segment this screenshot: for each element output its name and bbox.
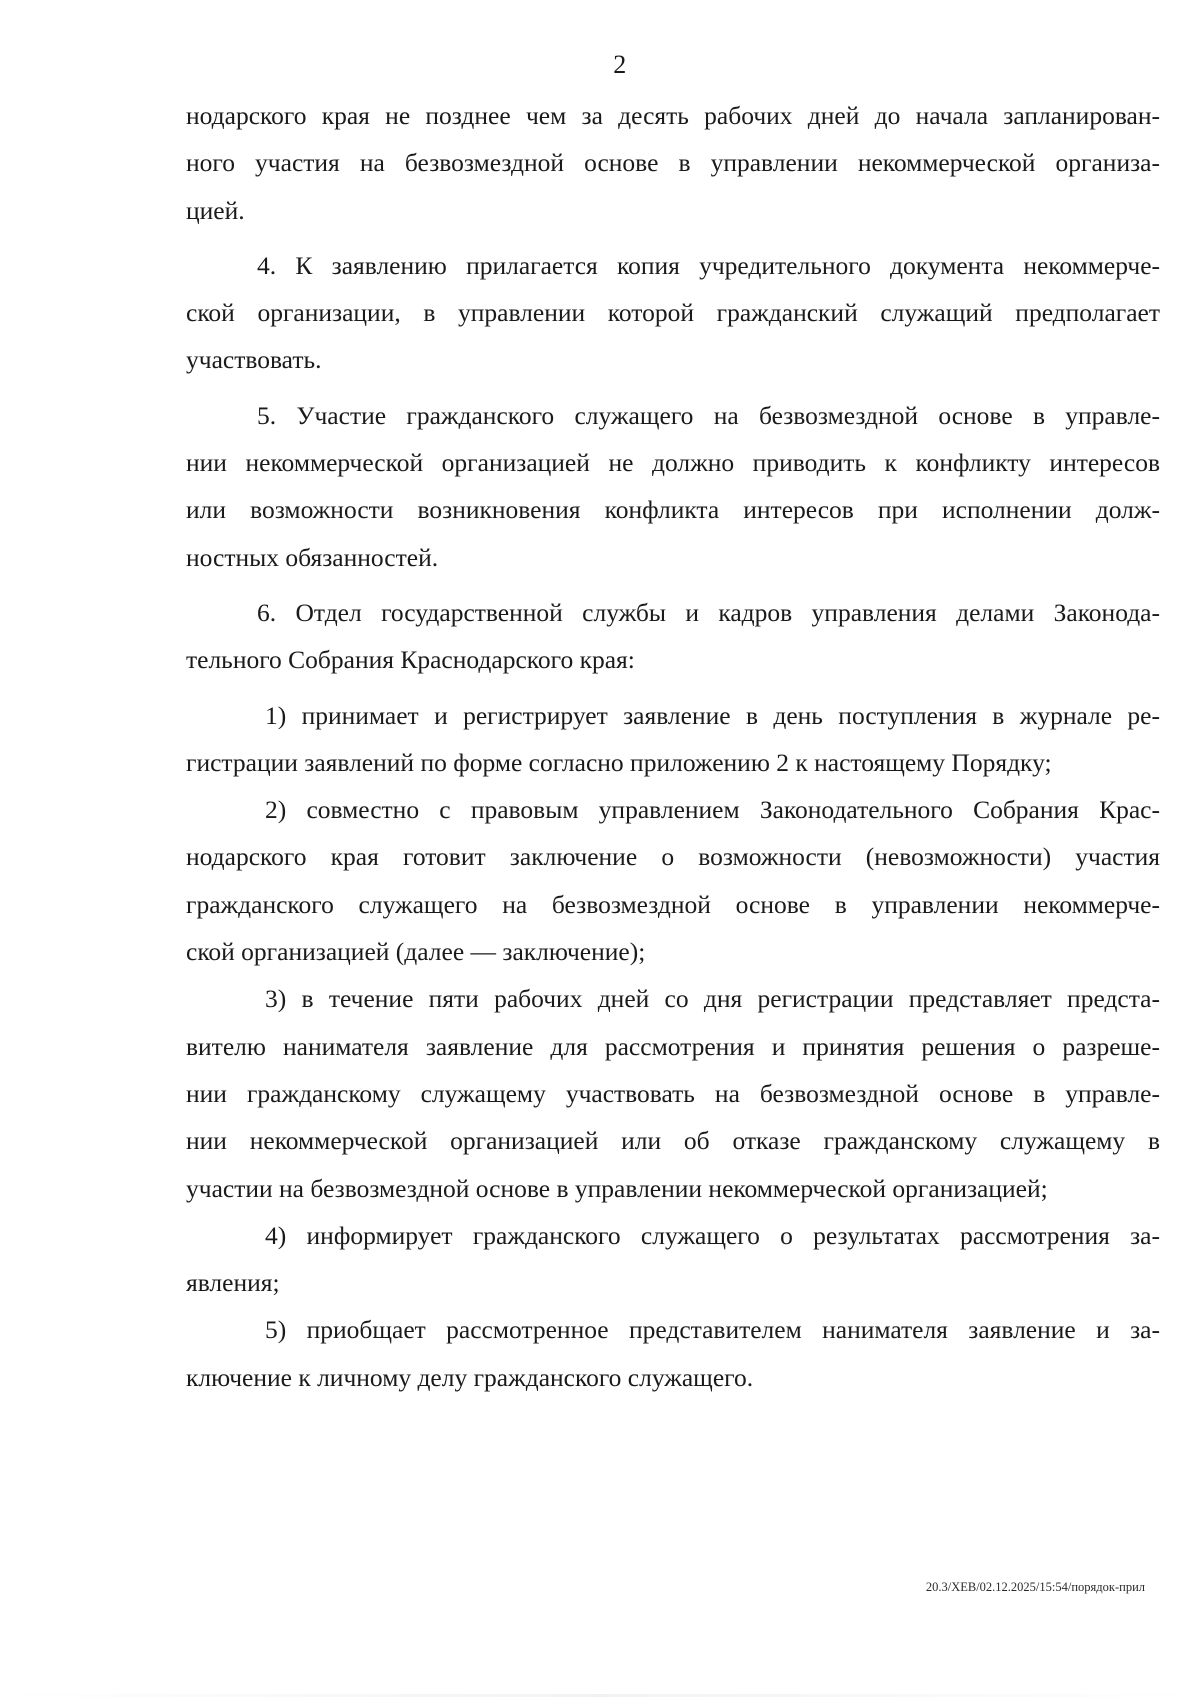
text-line: ностных обязанностей. (186, 542, 439, 572)
paragraph-6 (186, 589, 1160, 684)
page-number: 2 (613, 50, 627, 79)
list-item-5 (186, 1306, 1160, 1401)
text-line: ного участия на безвозмездной основе в управлении некоммерческой организа- (186, 148, 1160, 178)
text-line: участии на безвозмездной основе в управлении некоммерческой организацией; (186, 1173, 1048, 1203)
list-item-3 (186, 975, 1160, 1211)
paragraph-5 (186, 392, 1160, 581)
text-line: гражданского служащего на безвозмездной основе в управлении некоммерче- (186, 889, 1160, 919)
paragraph-4 (186, 242, 1160, 384)
text-line: 4) информирует гражданского служащего о результатах рассмотрения за- (265, 1220, 1160, 1250)
text-line: явления; (186, 1268, 280, 1298)
list-item-2 (186, 786, 1160, 975)
text-line: или возможности возникновения конфликта интересов при исполнении долж- (186, 495, 1160, 525)
text-line: нодарского края не позднее чем за десять рабочих дней до начала запланирован- (186, 101, 1160, 130)
text-line: гистрации заявлений по форме согласно приложению 2 к настоящему Порядку; (186, 747, 1052, 777)
text-line: цией. (186, 195, 245, 225)
text-line: 1) принимает и регистрирует заявление в день поступления в журнале ре- (265, 700, 1160, 730)
text-line: 5. Участие гражданского служащего на безвозмездной основе в управле- (257, 400, 1160, 430)
document-body (186, 92, 1160, 1401)
text-line: нии некоммерческой организацией или об отказе гражданскому служащему в (186, 1126, 1160, 1156)
text-line: 2) совместно с правовым управлением Законодательного Собрания Крас- (265, 795, 1160, 825)
text-line: нии гражданскому служащему участвовать на безвозмездной основе в управле- (186, 1078, 1160, 1108)
text-line: тельного Собрания Краснодарского края: (186, 645, 635, 675)
list-item-4 (186, 1212, 1160, 1307)
text-line: ской организации, в управлении которой гражданский служащий предполагает (186, 298, 1160, 328)
text-line: 6. Отдел государственной службы и кадров управления делами Законода- (257, 597, 1160, 627)
text-line: ской организацией (далее — заключение); (186, 937, 646, 967)
list-item-1 (186, 692, 1160, 787)
text-line: нодарского края готовит заключение о возможности (невозможности) участия (186, 842, 1160, 872)
text-line: 3) в течение пяти рабочих дней со дня регистрации представляет предста- (265, 984, 1160, 1014)
text-line: ключение к личному делу гражданского служащего. (186, 1362, 754, 1392)
text-line: участвовать. (186, 345, 322, 375)
paragraph-continuation (186, 92, 1160, 234)
text-line: вителю нанимателя заявление для рассмотрения и принятия решения о разреше- (186, 1031, 1160, 1061)
text-line: нии некоммерческой организацией не должно приводить к конфликту интересов (186, 448, 1160, 478)
document-footer-code: 20.3/ХЕВ/02.12.2025/15:54/порядок-прил (925, 1580, 1145, 1594)
text-line: 4. К заявлению прилагается копия учредительного документа некоммерче- (257, 250, 1160, 280)
text-line: 5) приобщает рассмотренное представителем нанимателя заявление и за- (265, 1315, 1160, 1345)
